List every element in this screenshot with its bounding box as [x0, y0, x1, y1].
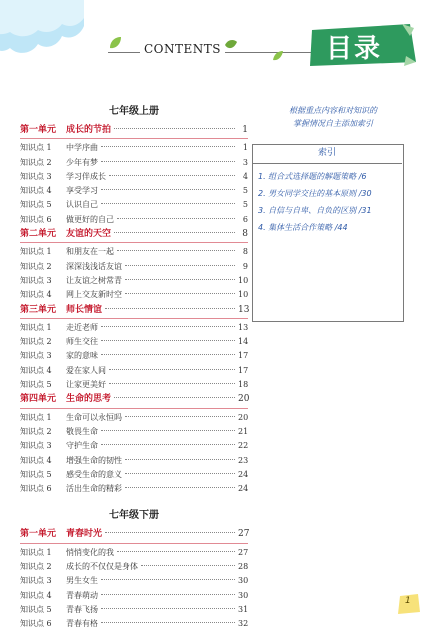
- dot-leader: [105, 532, 235, 533]
- dot-leader: [114, 397, 235, 398]
- dot-leader: [117, 218, 235, 219]
- item-page: 4: [242, 171, 248, 181]
- knowledge-point-label: 知识点 5: [20, 380, 52, 390]
- cloud-decoration: [0, 0, 84, 66]
- toc-item-row: [20, 170, 248, 184]
- dot-leader: [105, 308, 235, 309]
- dot-leader: [109, 175, 235, 176]
- toc-item-row: [20, 335, 248, 349]
- knowledge-point-label: 知识点 3: [20, 351, 52, 361]
- knowledge-point-title: 青春飞扬: [66, 604, 98, 614]
- dot-leader: [117, 551, 235, 552]
- knowledge-point-title: 生命可以永恒吗: [66, 412, 122, 422]
- knowledge-point-label: 知识点 2: [20, 157, 52, 167]
- toc-item-row: [20, 560, 248, 574]
- item-page: 32: [238, 619, 249, 629]
- knowledge-point-label: 知识点 6: [20, 214, 52, 224]
- unit-label: 第一单元: [20, 125, 57, 135]
- knowledge-point-title: 走近老师: [66, 322, 98, 332]
- unit-separator: [20, 543, 248, 544]
- knowledge-point-label: 知识点 2: [20, 337, 52, 347]
- item-page: 13: [238, 322, 249, 332]
- knowledge-point-label: 知识点 5: [20, 604, 52, 614]
- toc-item-row: [20, 439, 248, 453]
- item-page: 5: [242, 200, 248, 210]
- knowledge-point-label: 知识点 1: [20, 547, 52, 557]
- item-page: 30: [238, 590, 249, 600]
- knowledge-point-title: 活出生命的精彩: [66, 484, 122, 494]
- dot-leader: [101, 189, 235, 190]
- toc-item-row: [20, 156, 248, 170]
- dot-leader: [141, 565, 235, 566]
- unit-page: 27: [238, 529, 250, 540]
- toc-item-row: [20, 260, 248, 274]
- knowledge-point-label: 知识点 1: [20, 247, 52, 257]
- item-page: 30: [238, 576, 249, 586]
- unit-title: 师长情谊: [66, 304, 103, 315]
- knowledge-point-title: 青春有格: [66, 619, 98, 629]
- dot-leader: [101, 161, 235, 162]
- knowledge-point-label: 知识点 4: [20, 455, 52, 465]
- knowledge-point-label: 知识点 1: [20, 322, 52, 332]
- knowledge-point-label: 知识点 1: [20, 143, 52, 153]
- dot-leader: [125, 279, 235, 280]
- item-page: 28: [238, 562, 249, 572]
- knowledge-point-label: 知识点 3: [20, 275, 52, 285]
- grade-title: 七年级上册: [109, 106, 159, 117]
- unit-row: [20, 227, 248, 241]
- dot-leader: [114, 128, 235, 129]
- item-page: 23: [238, 455, 249, 465]
- item-page: 9: [242, 261, 248, 271]
- toc-item-row: [20, 603, 248, 617]
- knowledge-point-label: 知识点 3: [20, 441, 52, 451]
- dot-leader: [101, 203, 235, 204]
- unit-title: 生命的思考: [66, 394, 112, 405]
- item-page: 10: [238, 275, 249, 285]
- knowledge-point-title: 守护生命: [66, 441, 98, 451]
- handwritten-instruction: [258, 104, 408, 130]
- item-page: 24: [238, 469, 249, 479]
- dot-leader: [101, 430, 235, 431]
- dot-leader: [125, 487, 235, 488]
- index-item: 2. 男女同学交往的基本原则 /30: [258, 189, 372, 198]
- item-page: 20: [238, 412, 249, 422]
- contents-heading: CONTENTS: [140, 42, 225, 56]
- knowledge-point-title: 少年有梦: [66, 157, 98, 167]
- toc-item-row: [20, 482, 248, 496]
- knowledge-point-title: 深深浅浅话友谊: [66, 261, 122, 271]
- item-page: 24: [238, 484, 249, 494]
- toc-item-row: [20, 288, 248, 302]
- unit-label: 第三单元: [20, 304, 57, 315]
- grade1-unit-list: [20, 123, 248, 496]
- toc-item-row: [20, 411, 248, 425]
- toc-item-row: [20, 617, 248, 631]
- dot-leader: [125, 293, 235, 294]
- item-page: 14: [238, 337, 249, 347]
- leaf-icon: [108, 36, 122, 50]
- knowledge-point-label: 知识点 5: [20, 200, 52, 210]
- item-page: 5: [242, 186, 248, 196]
- leaf-icon: [272, 50, 284, 62]
- knowledge-point-title: 家的意味: [66, 351, 98, 361]
- dot-leader: [125, 416, 235, 417]
- dot-leader: [101, 622, 235, 623]
- knowledge-point-title: 和朋友在一起: [66, 247, 114, 257]
- dot-leader: [101, 146, 235, 147]
- toc-item-row: [20, 184, 248, 198]
- knowledge-point-title: 敬畏生命: [66, 426, 98, 436]
- knowledge-point-title: 青春萌动: [66, 590, 98, 600]
- dot-leader: [125, 459, 235, 460]
- unit-row: [20, 392, 248, 406]
- toc-item-row: [20, 454, 248, 468]
- knowledge-point-title: 师生交往: [66, 337, 98, 347]
- item-page: 17: [238, 351, 249, 361]
- dot-leader: [125, 473, 235, 474]
- table-of-contents: [20, 98, 248, 632]
- grade-title: 七年级下册: [109, 510, 159, 522]
- knowledge-point-label: 知识点 1: [20, 412, 52, 422]
- knowledge-point-label: 知识点 3: [20, 171, 52, 181]
- item-page: 1: [242, 143, 248, 153]
- knowledge-point-title: 增强生命的韧性: [66, 455, 122, 465]
- item-page: 10: [238, 290, 249, 300]
- knowledge-point-title: 网上交友新时空: [66, 290, 122, 300]
- unit-label: 第四单元: [20, 394, 57, 405]
- knowledge-point-label: 知识点 4: [20, 186, 52, 196]
- knowledge-point-label: 知识点 4: [20, 365, 52, 375]
- toc-item-row: [20, 364, 248, 378]
- dot-leader: [109, 369, 235, 370]
- knowledge-point-label: 知识点 2: [20, 426, 52, 436]
- unit-title: 成长的节拍: [66, 125, 112, 135]
- item-page: 6: [242, 214, 248, 224]
- dot-leader: [109, 383, 235, 384]
- instruction-line-2: 掌握情况自主添加索引: [293, 119, 373, 128]
- item-page: 3: [242, 157, 248, 167]
- toc-item-row: [20, 468, 248, 482]
- unit-page: 1: [242, 125, 248, 135]
- knowledge-point-title: 悄悄变化的我: [66, 547, 114, 557]
- dot-leader: [101, 326, 235, 327]
- knowledge-point-label: 知识点 3: [20, 576, 52, 586]
- leaf-icon: [224, 38, 238, 52]
- knowledge-point-title: 做更好的自己: [66, 214, 114, 224]
- dot-leader: [101, 579, 235, 580]
- index-heading: 索引: [317, 148, 336, 158]
- dot-leader: [101, 444, 235, 445]
- knowledge-point-label: 知识点 4: [20, 290, 52, 300]
- unit-label: 第二单元: [20, 229, 57, 240]
- unit-separator: [20, 138, 248, 139]
- toc-item-row: [20, 546, 248, 560]
- unit-label: 第一单元: [20, 529, 57, 540]
- dot-leader: [101, 594, 235, 595]
- unit-separator: [20, 318, 248, 319]
- dot-leader: [125, 265, 235, 266]
- dot-leader: [101, 354, 235, 355]
- grade2-unit-list: [20, 527, 248, 631]
- instruction-line-1: 根据重点内容和对知识的: [289, 106, 377, 115]
- item-page: 31: [238, 604, 249, 614]
- unit-row: [20, 527, 248, 541]
- knowledge-point-label: 知识点 6: [20, 619, 52, 629]
- dot-leader: [101, 608, 235, 609]
- toc-item-row: [20, 213, 248, 227]
- knowledge-point-title: 让家更美好: [66, 380, 106, 390]
- knowledge-point-title: 认识自己: [66, 200, 98, 210]
- toc-item-row: [20, 378, 248, 392]
- knowledge-point-title: 感受生命的意义: [66, 469, 122, 479]
- unit-page: 20: [238, 394, 250, 405]
- item-page: 18: [238, 380, 249, 390]
- knowledge-point-label: 知识点 2: [20, 261, 52, 271]
- item-page: 22: [238, 441, 249, 451]
- toc-item-row: [20, 141, 248, 155]
- unit-page: 13: [238, 304, 250, 315]
- index-item: 3. 自信与自卑、自负的区别 /31: [258, 206, 372, 215]
- knowledge-point-label: 知识点 2: [20, 562, 52, 572]
- knowledge-point-label: 知识点 6: [20, 484, 52, 494]
- item-page: 17: [238, 365, 249, 375]
- index-item: 1. 组合式选择题的解题策略 /6: [258, 172, 367, 181]
- dot-leader: [114, 232, 235, 233]
- toc-item-row: [20, 198, 248, 212]
- knowledge-point-title: 男生女生: [66, 576, 98, 586]
- index-item: 4. 集体生活合作策略 /44: [258, 223, 348, 232]
- toc-item-row: [20, 589, 248, 603]
- knowledge-point-label: 知识点 5: [20, 469, 52, 479]
- toc-item-row: [20, 274, 248, 288]
- index-divider: [252, 163, 402, 164]
- knowledge-point-title: 成长的不仅仅是身体: [66, 562, 138, 572]
- toc-item-row: [20, 574, 248, 588]
- unit-separator: [20, 408, 248, 409]
- unit-title: 友谊的天空: [66, 229, 112, 240]
- knowledge-point-title: 爱在家人间: [66, 365, 106, 375]
- page-number: 1: [405, 596, 411, 606]
- dot-leader: [101, 340, 235, 341]
- toc-item-row: [20, 349, 248, 363]
- unit-row: [20, 123, 248, 137]
- toc-item-row: [20, 245, 248, 259]
- knowledge-point-title: 学习伴成长: [66, 171, 106, 181]
- item-page: 27: [238, 547, 249, 557]
- dot-leader: [117, 250, 235, 251]
- mulu-title: 目录: [326, 34, 383, 64]
- unit-row: [20, 303, 248, 317]
- index-list: [258, 168, 400, 236]
- unit-title: 青春时光: [66, 529, 103, 540]
- unit-separator: [20, 242, 248, 243]
- toc-item-row: [20, 321, 248, 335]
- item-page: 21: [238, 426, 249, 436]
- toc-item-row: [20, 425, 248, 439]
- knowledge-point-title: 享受学习: [66, 186, 98, 196]
- item-page: 8: [242, 247, 248, 257]
- knowledge-point-title: 中学序曲: [66, 143, 98, 153]
- knowledge-point-label: 知识点 4: [20, 590, 52, 600]
- knowledge-point-title: 让友谊之树常青: [66, 275, 122, 285]
- unit-page: 8: [242, 229, 248, 240]
